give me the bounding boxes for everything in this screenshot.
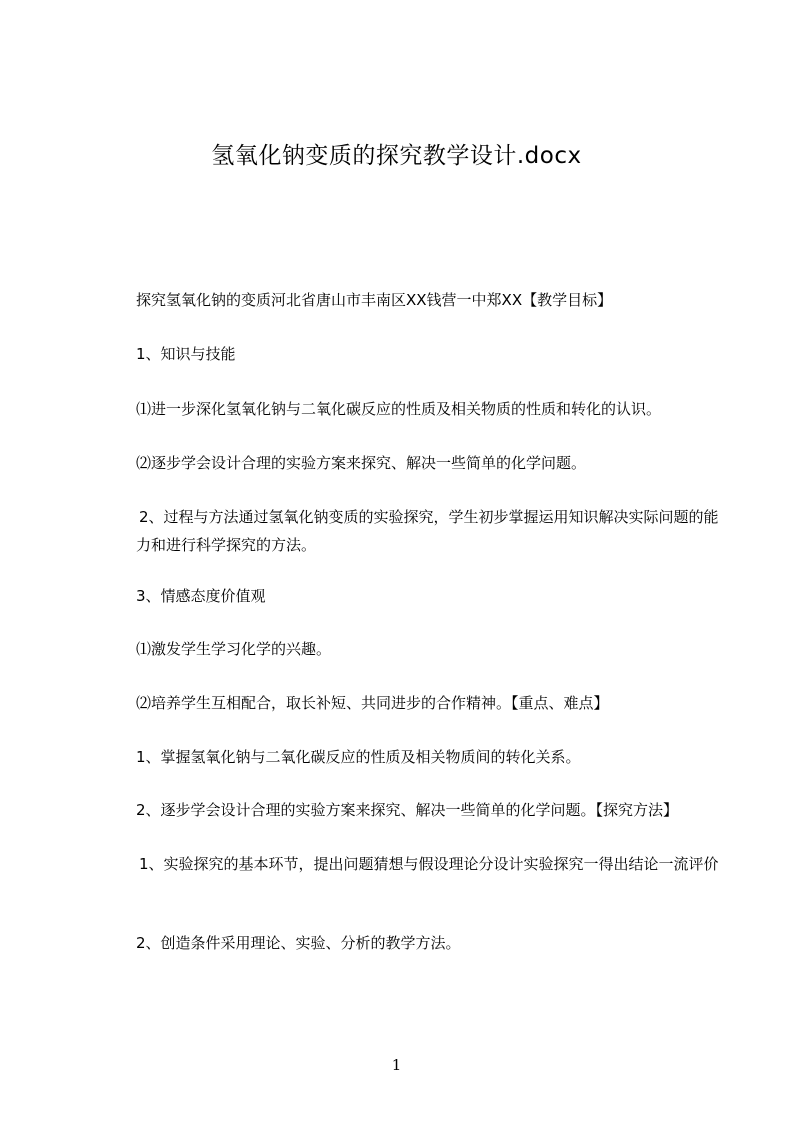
paragraph-method-2: 2、创造条件采用理论、实验、分析的教学方法。 bbox=[136, 934, 461, 952]
paragraph-knowledge-2: ⑵逐步学会设计合理的实验方案来探究、解决一些简单的化学问题。 bbox=[136, 454, 587, 472]
page-number: 1 bbox=[391, 1056, 402, 1074]
paragraph-intro: 探究氢氧化钠的变质河北省唐山市丰南区XX钱营一中郑XX【教学目标】 bbox=[136, 291, 613, 309]
paragraph-heading-knowledge: 1、知识与技能 bbox=[136, 345, 236, 363]
document-title: 氢氧化钠变质的探究教学设计.docx bbox=[211, 143, 582, 169]
paragraph-attitude-2: ⑵培养学生互相配合，取长补短、共同进步的合作精神。【重点、难点】 bbox=[136, 694, 609, 712]
paragraph-knowledge-1: ⑴进一步深化氢氧化钠与二氧化碳反应的性质及相关物质的性质和转化的认识。 bbox=[136, 400, 662, 418]
paragraph-keypoint-2: 2、逐步学会设计合理的实验方案来探究、解决一些简单的化学问题。【探究方法】 bbox=[136, 801, 679, 819]
paragraph-attitude-1: ⑴激发学生学习化学的兴趣。 bbox=[136, 640, 332, 658]
paragraph-heading-attitude: 3、情感态度价值观 bbox=[136, 587, 266, 605]
paragraph-keypoint-1: 1、掌握氢氧化钠与二氧化碳反应的性质及相关物质间的转化关系。 bbox=[136, 748, 581, 766]
paragraph-method-1: 1、实验探究的基本环节，提出问题猜想与假设理论分设计实验探究一得出结论一流评价 bbox=[139, 855, 719, 873]
paragraph-process-method: 2、过程与方法通过氢氧化钠变质的实验探究，学生初步掌握运用知识解决实际问题的能力和进行科学探究的方法。 bbox=[136, 508, 719, 554]
